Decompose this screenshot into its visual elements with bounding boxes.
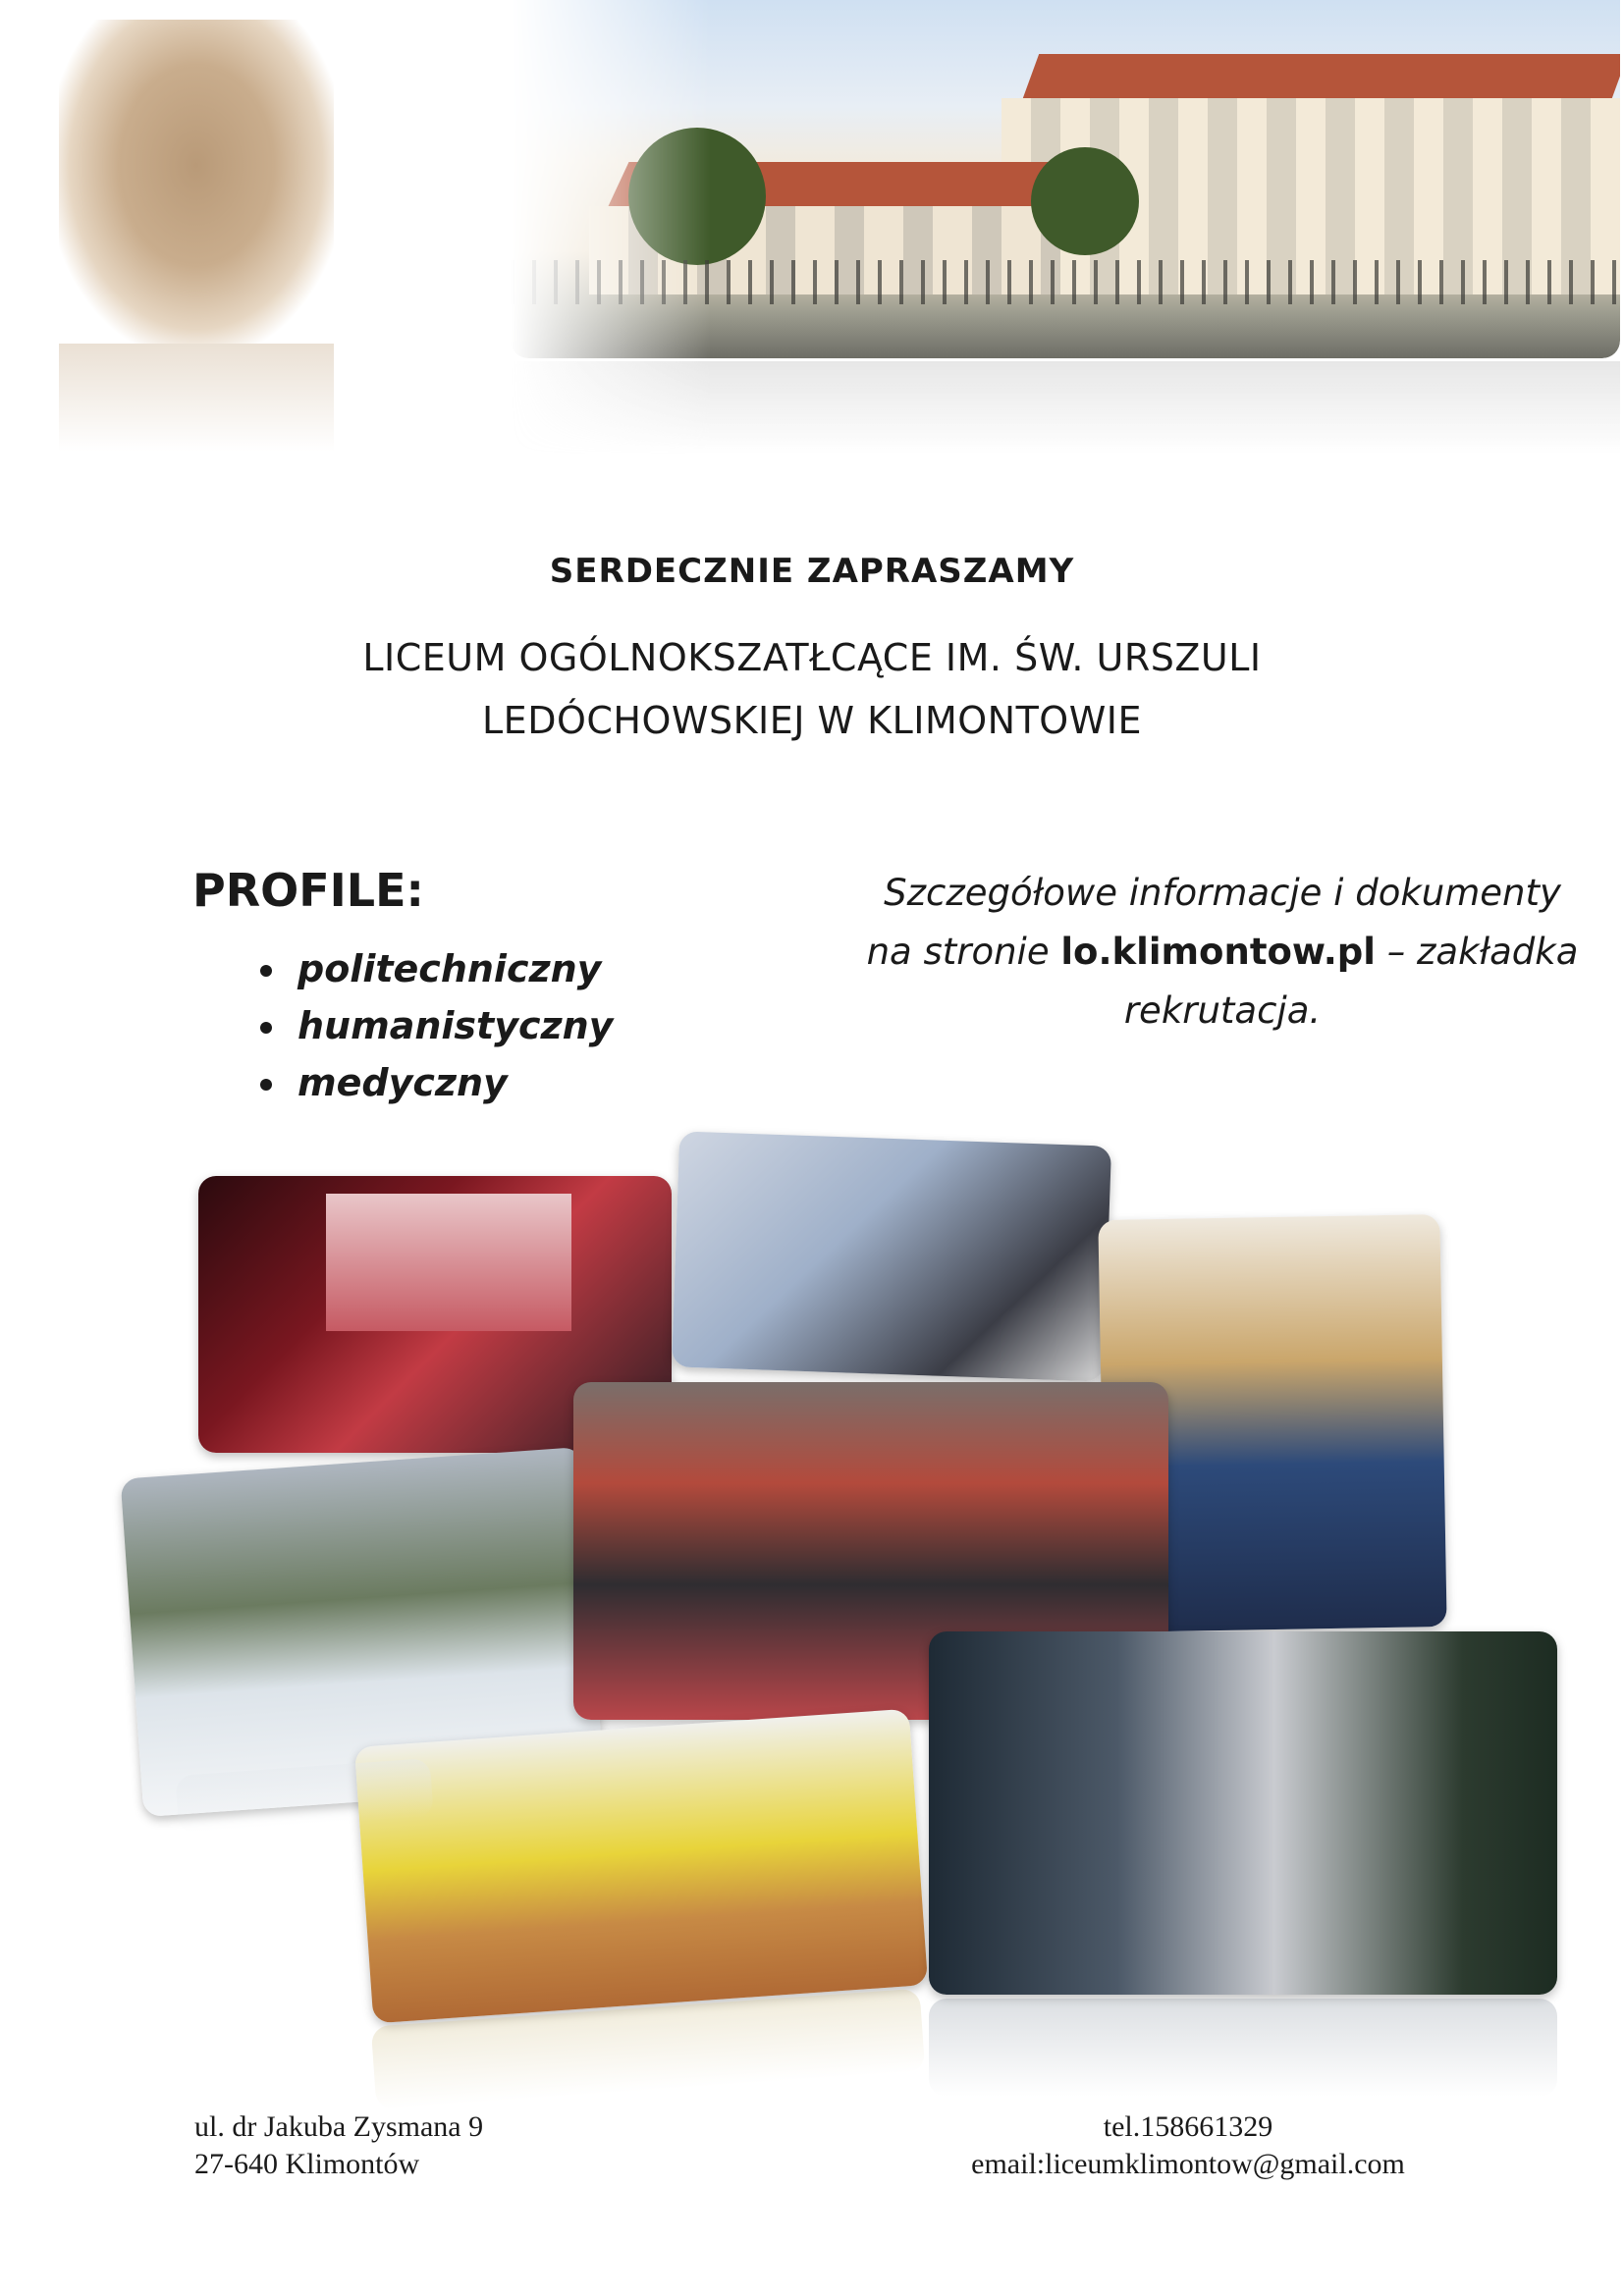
- photo-theater-performance: [929, 1631, 1557, 1995]
- info-line-2: [864, 923, 1581, 982]
- info-line-2-prefix: na stronie: [866, 931, 1061, 973]
- info-line-2-suffix: – zakładka: [1375, 931, 1579, 973]
- invitation-heading: SERDECZNIE ZAPRASZAMY: [549, 552, 1075, 591]
- photo-reflection: [929, 1999, 1557, 2097]
- contact-block: [943, 2109, 1434, 2183]
- website-link[interactable]: lo.klimontow.pl: [1060, 931, 1376, 973]
- school-name-line-1: LICEUM OGÓLNOKSZATŁCĄCE IM. ŚW. URSZULI: [362, 636, 1262, 679]
- info-line-3: rekrutacja.: [1123, 989, 1322, 1032]
- school-building-photo: [511, 0, 1620, 358]
- patron-portrait-reflection: [59, 344, 334, 452]
- patron-portrait: [59, 20, 334, 344]
- address-block: [194, 2109, 483, 2183]
- contact-email[interactable]: email:liceumklimontow@gmail.com: [971, 2148, 1405, 2180]
- photo-students-award: [672, 1131, 1111, 1381]
- info-line-1: Szczegółowe informacje i dokumenty: [884, 872, 1561, 914]
- photo-gym-yellow-shirts: [354, 1709, 928, 2024]
- contact-phone[interactable]: tel.158661329: [1103, 2110, 1273, 2143]
- profiles-list: [245, 948, 613, 1119]
- address-street: ul. dr Jakuba Zysmana 9: [194, 2110, 484, 2143]
- profiles-title: PROFILE:: [192, 864, 424, 917]
- profile-item-medyczny: • medyczny: [290, 1062, 613, 1103]
- address-city: 27-640 Klimontów: [194, 2148, 420, 2180]
- profile-item-politechniczny: • politechniczny: [290, 948, 613, 989]
- school-building-reflection: [511, 361, 1620, 454]
- recruitment-info: [864, 864, 1581, 1041]
- school-name-line-2: LEDÓCHOWSKIEJ W KLIMONTOWIE: [482, 699, 1142, 742]
- profile-item-humanistyczny: • humanistyczny: [290, 1005, 613, 1046]
